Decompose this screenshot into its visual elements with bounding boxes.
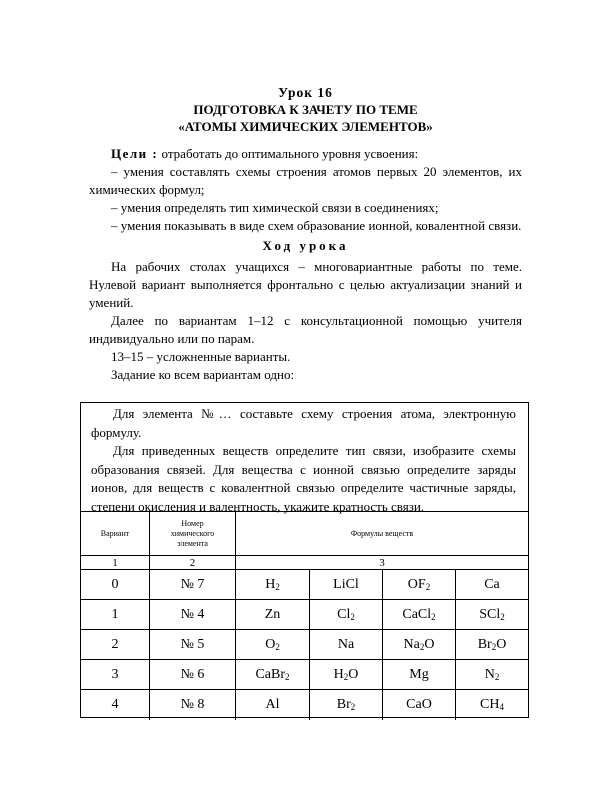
table-column-numbers-row <box>81 555 528 570</box>
formula-cell: $H_2O$ <box>309 660 382 690</box>
task-paragraph-1: Для элемента №… составьте схему строения атома, электронную формулу. <box>91 406 516 440</box>
header-variant: Вариант <box>100 529 130 538</box>
formula-cell: $N_2$ <box>455 660 528 690</box>
table-row <box>81 629 528 660</box>
element-number-cell: № 4 <box>149 600 235 630</box>
column-number-2: 2 <box>149 556 235 570</box>
formula-cell: Al <box>235 690 309 720</box>
variant-cell: 4 <box>111 697 119 712</box>
column-number-3: 3 <box>235 556 528 570</box>
formula-cell: CaBr$_2$ <box>235 660 309 690</box>
header-element: Номер химического элемента <box>149 512 235 556</box>
task-text <box>91 405 516 516</box>
title-line-2: «АТОМЫ ХИМИЧЕСКИХ ЭЛЕМЕНТОВ» <box>178 119 433 134</box>
formula-cell: SCl$_2$ <box>455 600 528 630</box>
formula-cell: $Br_2$ <box>309 690 382 720</box>
table-row <box>81 599 528 630</box>
element-number-cell: № 7 <box>149 570 235 600</box>
lesson-number: Урок 16 <box>278 85 333 100</box>
variant-cell: 1 <box>111 607 119 622</box>
progress-paragraph-2: Далее по вариантам 1–12 с консультационной помощью учителя индивидуально или по парам. <box>89 313 522 346</box>
header-formulas: Формулы веществ <box>235 512 528 556</box>
formula-cell: Mg <box>382 660 455 690</box>
element-number-cell: № 6 <box>149 660 235 690</box>
task-box <box>80 402 529 718</box>
table-row <box>81 569 528 600</box>
formula-cell: $Br_2O$ <box>455 630 528 660</box>
formula-cell: $Cl_2$ <box>309 600 382 630</box>
formula-cell: CaO <box>382 690 455 720</box>
table-header-row <box>81 511 528 556</box>
progress-paragraph-3: 13–15 – усложненные варианты. <box>111 349 291 364</box>
goal-item-2: – умения определять тип химической связи в соединениях; <box>111 200 439 215</box>
formula-cell: Zn <box>235 600 309 630</box>
formula-cell: Na <box>309 630 382 660</box>
table-row <box>81 659 528 690</box>
element-number-cell: № 5 <box>149 630 235 660</box>
formula-cell: $H_2$ <box>235 570 309 600</box>
progress-paragraph-1: На рабочих столах учащихся – многовариантные работы по теме. Нулевой вариант выполняется фронтально с целью актуализации знаний и умений. <box>89 259 522 310</box>
document-page <box>89 84 522 384</box>
formula-cell: LiCl <box>309 570 382 600</box>
goals-label: Цели : <box>111 146 159 161</box>
table-row <box>81 689 528 720</box>
variant-cell: 2 <box>111 637 119 652</box>
column-number-1: 1 <box>112 557 118 569</box>
title-line-1: ПОДГОТОВКА К ЗАЧЕТУ ПО ТЕМЕ <box>193 102 418 117</box>
goal-item-1: – умения составлять схемы строения атомов первых 20 элементов, их химических формул; <box>89 164 522 197</box>
variant-cell: 0 <box>111 577 119 592</box>
formula-cell: $CH_4$ <box>455 690 528 720</box>
formula-cell: $OF_2$ <box>382 570 455 600</box>
formula-cell: $Na_2O$ <box>382 630 455 660</box>
formula-cell: $O_2$ <box>235 630 309 660</box>
goal-item-3: – умения показывать в виде схем образование ионной, ковалентной связи. <box>111 218 522 233</box>
task-paragraph-2: Для приведенных веществ определите тип связи, изобразите схемы образования связей. Для вещества с ионной связью определите заряды ионов, для веществ с ковалентной связью определите частичные заряды, степени окисления и валентность, укажите кратность связи. <box>91 443 516 514</box>
formula-cell: Ca <box>455 570 528 600</box>
element-number-cell: № 8 <box>149 690 235 720</box>
variant-cell: 3 <box>111 667 119 682</box>
formula-cell: CaCl$_2$ <box>382 600 455 630</box>
goals-intro-text: отработать до оптимального уровня усвоения: <box>158 146 419 161</box>
section-heading: Ход урока <box>262 238 349 253</box>
progress-paragraph-4: Задание ко всем вариантам одно: <box>111 367 295 382</box>
goals-intro <box>89 145 522 163</box>
